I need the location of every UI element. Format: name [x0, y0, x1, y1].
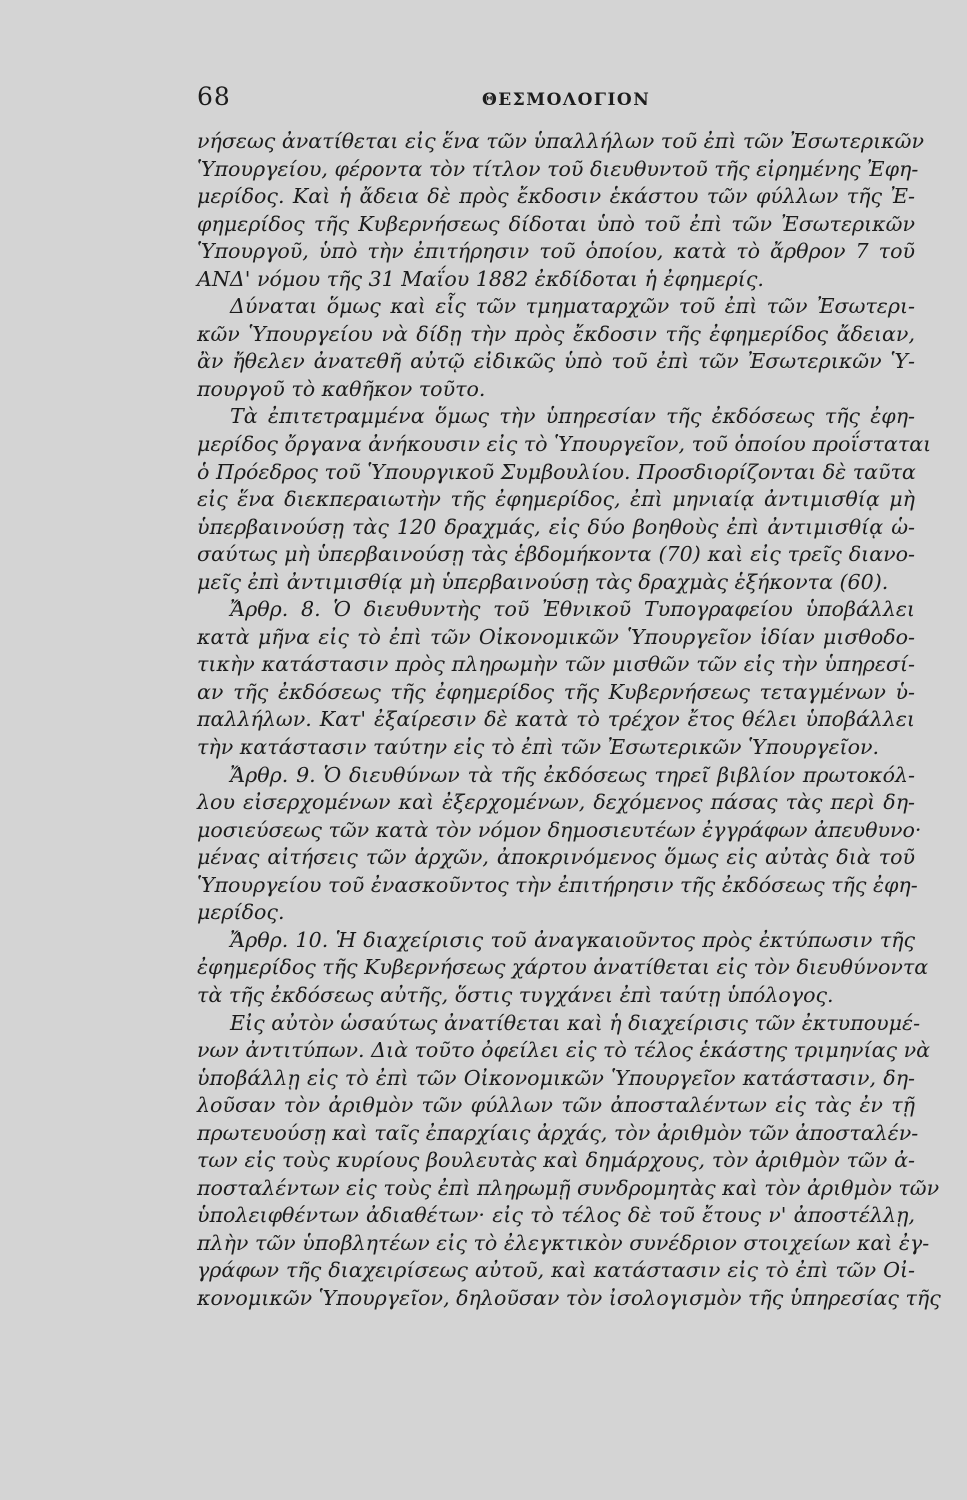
text-line: κονομικῶν Ὑπουργεῖον, δηλοῦσαν τὸν ἰσολογισμὸν τῆς ὑπηρεσίας τῆς	[197, 1285, 941, 1310]
text-line: γράφων τῆς διαχειρίσεως αὐτοῦ, καὶ κατάστασιν εἰς τὸ ἐπὶ τῶν Οἰ-	[197, 1258, 915, 1283]
text-line: νων ἀντιτύπων. Διὰ τοῦτο ὀφείλει εἰς τὸ τέλος ἑκάστης τριμηνίας νὰ	[197, 1038, 930, 1063]
text-line: Ἄρθρ. 9. Ὁ διευθύνων τὰ τῆς ἐκδόσεως τηρεῖ βιβλίον πρωτοκόλ-	[230, 762, 915, 787]
text-line: ὑπερβαινούσῃ τὰς 120 δραχμάς, εἰς δύο βοηθοὺς ἐπὶ ἀντιμισθίᾳ ὡ-	[197, 514, 915, 539]
text-line: τὴν κατάστασιν ταύτην εἰς τὸ ἐπὶ τῶν Ἐσωτερικῶν Ὑπουργεῖον.	[197, 735, 880, 760]
text-line: Ἄρθρ. 10. Ἡ διαχείρισις τοῦ ἀναγκαιοῦντος πρὸς ἐκτύπωσιν τῆς	[230, 927, 915, 952]
text-line: Ἄρθρ. 8. Ὁ διευθυντὴς τοῦ Ἐθνικοῦ Τυπογραφείου ὑποβάλλει	[230, 597, 915, 622]
page-number: 68	[197, 82, 231, 111]
text-line: μερίδος.	[197, 900, 285, 925]
text-line: σαύτως μὴ ὑπερβαινούσῃ τὰς ἑβδομήκοντα (70) καὶ εἰς τρεῖς διανο-	[197, 542, 915, 567]
text-line: ὑποβάλλῃ εἰς τὸ ἐπὶ τῶν Οἰκονομικῶν Ὑπουργεῖον κατάστασιν, δη-	[197, 1065, 915, 1090]
text-line: Ὑπουργείου, φέροντα τὸν τίτλον τοῦ διευθυντοῦ τῆς εἰρημένης Ἐφη-	[197, 156, 919, 181]
text-line: παλλήλων. Κατ' ἐξαίρεσιν δὲ κατὰ τὸ τρέχον ἔτος θέλει ὑποβάλλει	[197, 707, 915, 732]
text-line: ἐφημερίδος τῆς Κυβερνήσεως χάρτου ἀνατίθεται εἰς τὸν διευθύνοντα	[197, 955, 929, 980]
text-line: τικὴν κατάστασιν πρὸς πληρωμὴν τῶν μισθῶν τῶν εἰς τὴν ὑπηρεσί-	[197, 652, 915, 677]
text-line: Ὑπουργοῦ, ὑπὸ τὴν ἐπιτήρησιν τοῦ ὁποίου, κατὰ τὸ ἄρθρον 7 τοῦ	[197, 239, 915, 264]
text-line: ΑΝΔ' νόμου τῆς 31 Μαΐου 1882 ἐκδίδοται ἡ ἐφημερίς.	[197, 266, 764, 291]
text-line: νήσεως ἀνατίθεται εἰς ἕνα τῶν ὑπαλλήλων τοῦ ἐπὶ τῶν Ἐσωτερικῶν	[197, 129, 924, 153]
text-line: λοῦσαν τὸν ἀριθμὸν τῶν φύλλων τῶν ἀποσταλέντων εἰς τὰς ἐν τῇ	[197, 1093, 915, 1118]
text-line: αν τῆς ἐκδόσεως τῆς ἐφημερίδος τῆς Κυβερνήσεως τεταγμένων ὑ-	[197, 679, 915, 704]
text-line: μεῖς ἐπὶ ἀντιμισθίᾳ μὴ ὑπερβαινούσῃ τὰς δραχμὰς ἑξήκοντα (60).	[197, 569, 889, 594]
text-line: Ὑπουργείου τοῦ ἐνασκοῦντος τὴν ἐπιτήρησιν τῆς ἐκδόσεως τῆς ἐφη-	[197, 872, 918, 897]
text-line: πρωτευούσῃ καὶ ταῖς ἐπαρχίαις ἀρχάς, τὸν ἀριθμὸν τῶν ἀποσταλέν-	[197, 1120, 919, 1145]
text-line: ἂν ἤθελεν ἀνατεθῆ αὐτῷ εἰδικῶς ὑπὸ τοῦ ἐπὶ τῶν Ἐσωτερικῶν Ὑ-	[197, 349, 915, 374]
text-line: κατὰ μῆνα εἰς τὸ ἐπὶ τῶν Οἰκονομικῶν Ὑπουργεῖον ἰδίαν μισθοδο-	[197, 624, 915, 649]
body-text	[197, 128, 941, 1313]
text-line: των εἰς τοὺς κυρίους βουλευτὰς καὶ δημάρχους, τὸν ἀριθμὸν τῶν ἀ-	[197, 1148, 915, 1173]
text-line: Τὰ ἐπιτετραμμένα ὅμως τὴν ὑπηρεσίαν τῆς ἐκδόσεως τῆς ἐφη-	[230, 404, 915, 429]
text-line: πλὴν τῶν ὑποβλητέων εἰς τὸ ἐλεγκτικὸν συνέδριον στοιχείων καὶ ἐγ-	[197, 1230, 930, 1255]
text-line: Δύναται ὅμως καὶ εἷς τῶν τμηματαρχῶν τοῦ ἐπὶ τῶν Ἐσωτερι-	[230, 294, 915, 319]
page-header	[197, 82, 915, 116]
text-line: τὰ τῆς ἐκδόσεως αὐτῆς, ὅστις τυγχάνει ἐπὶ ταύτῃ ὑπόλογος.	[197, 982, 834, 1007]
text-line: κῶν Ὑπουργείου νὰ δίδῃ τὴν πρὸς ἔκδοσιν τῆς ἐφημερίδος ἄδειαν,	[197, 321, 915, 346]
text-line: εἰς ἕνα διεκπεραιωτὴν τῆς ἐφημερίδος, ἐπὶ μηνιαίᾳ ἀντιμισθίᾳ μὴ	[197, 487, 915, 512]
text-line: ποσταλέντων εἰς τοὺς ἐπὶ πληρωμῇ συνδρομητὰς καὶ τὸν ἀριθμὸν τῶν	[197, 1175, 940, 1200]
text-line: φημερίδος τῆς Κυβερνήσεως δίδοται ὑπὸ τοῦ ἐπὶ τῶν Ἐσωτερικῶν	[197, 211, 915, 236]
text-line: μοσιεύσεως τῶν κατὰ τὸν νόμον δημοσιευτέων ἐγγράφων ἀπευθυνο·	[197, 817, 922, 842]
text-line: ὁ Πρόεδρος τοῦ Ὑπουργικοῦ Συμβουλίου. Προσδιορίζονται δὲ ταῦτα	[197, 459, 916, 484]
text-line: μερίδος. Καὶ ἡ ἄδεια δὲ πρὸς ἔκδοσιν ἑκάστου τῶν φύλλων τῆς Ἐ-	[197, 184, 915, 209]
text-line: Εἰς αὐτὸν ὡσαύτως ἀνατίθεται καὶ ἡ διαχείρισις τῶν ἐκτυπουμέ-	[230, 1010, 921, 1035]
text-line: πουργοῦ τὸ καθῆκον τοῦτο.	[197, 376, 486, 401]
running-title: ΘΕΣΜΟΛΟΓΙΟΝ	[482, 90, 651, 110]
text-line: μένας αἰτήσεις τῶν ἀρχῶν, ἀποκρινόμενος ὅμως εἰς αὐτὰς διὰ τοῦ	[197, 845, 915, 870]
text-line: λου εἰσερχομένων καὶ ἐξερχομένων, δεχόμενος πάσας τὰς περὶ δη-	[197, 790, 915, 815]
text-line: ὑπολειφθέντων ἀδιαθέτων· εἰς τὸ τέλος δὲ τοῦ ἔτους ν' ἀποστέλλῃ,	[197, 1203, 915, 1228]
text-line: μερίδος ὄργανα ἀνήκουσιν εἰς τὸ Ὑπουργεῖον, τοῦ ὁποίου προΐσταται	[197, 432, 932, 457]
